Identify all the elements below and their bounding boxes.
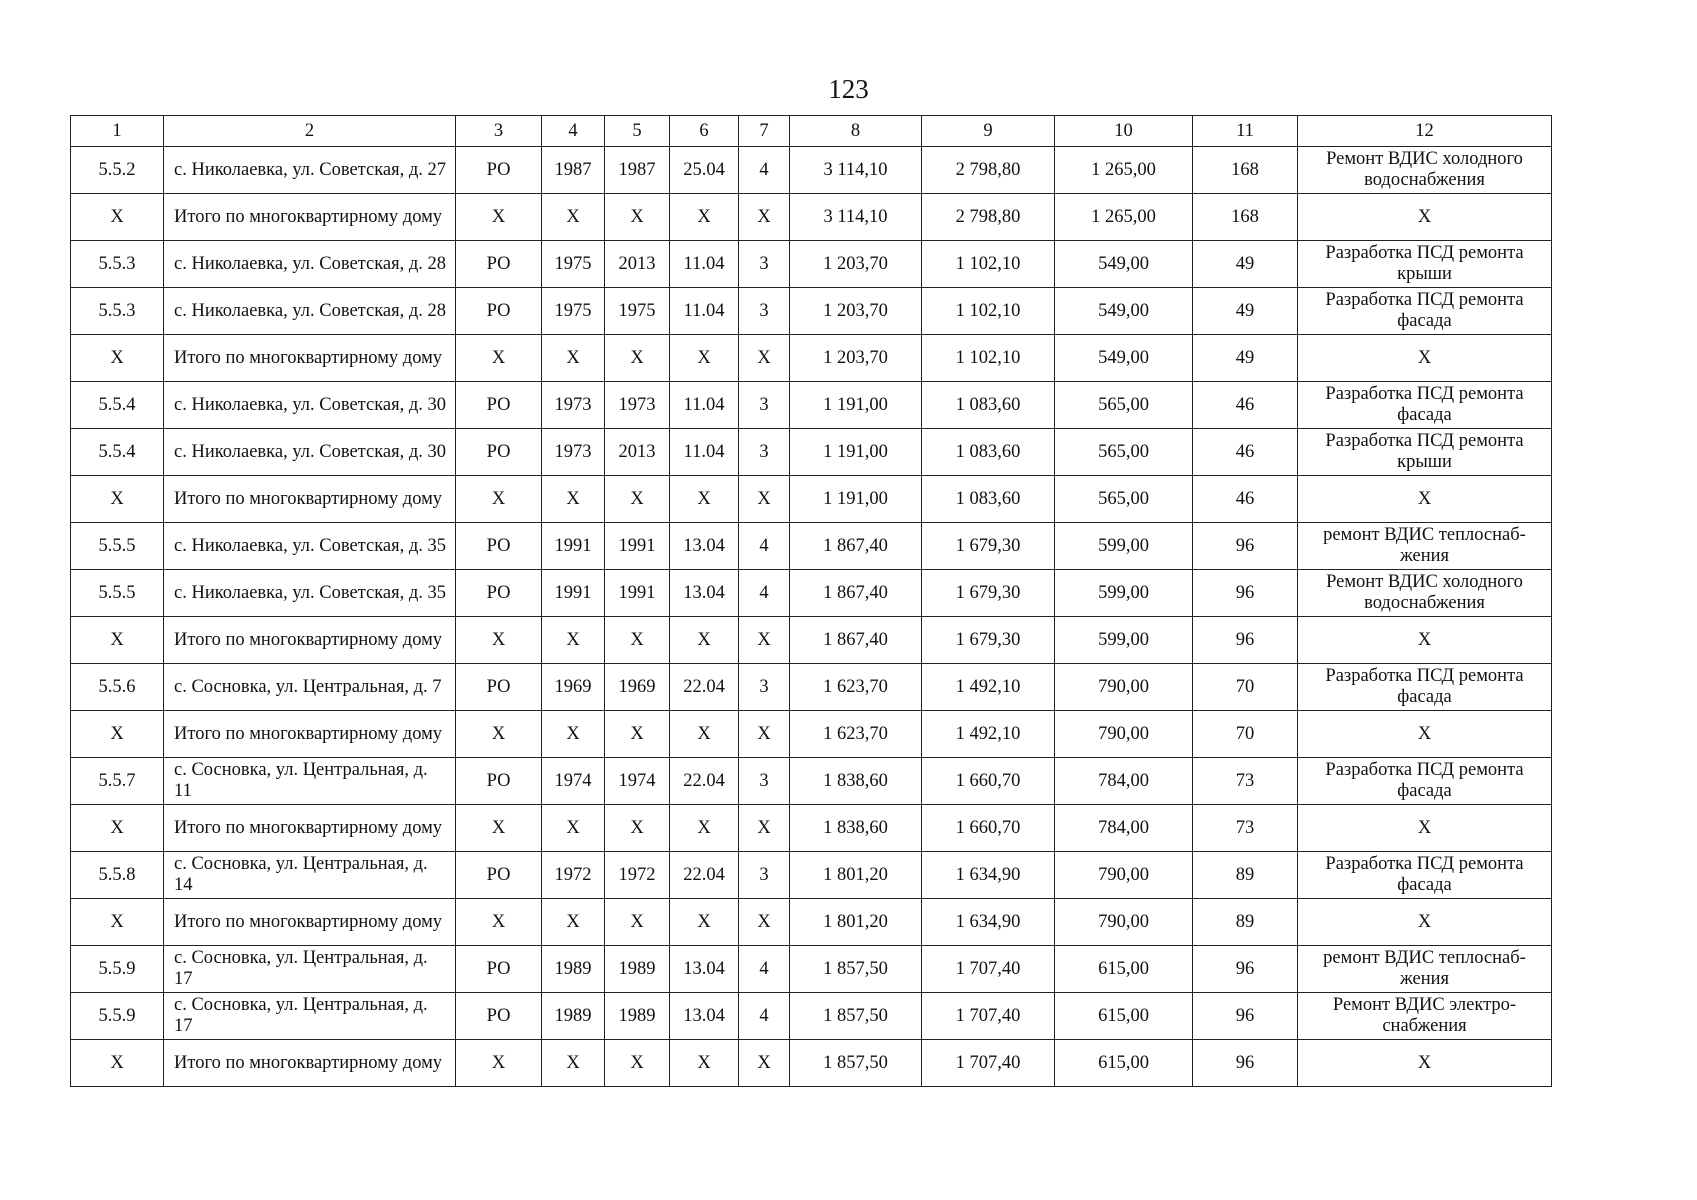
col9-cell: 1 707,40: [922, 946, 1055, 993]
address-cell: с. Николаевка, ул. Советская, д. 30: [164, 429, 456, 476]
work-type-cell: Разработка ПСД ремонта крыши: [1298, 429, 1552, 476]
item-number-cell: Х: [71, 1040, 164, 1087]
item-number-cell: 5.5.3: [71, 241, 164, 288]
col11-cell: 46: [1193, 382, 1298, 429]
col5-cell: Х: [605, 805, 670, 852]
item-number-cell: 5.5.9: [71, 946, 164, 993]
col8-cell: 1 857,50: [790, 1040, 922, 1087]
col4-cell: Х: [542, 617, 605, 664]
work-type-cell: Х: [1298, 335, 1552, 382]
col10-cell: 599,00: [1055, 570, 1193, 617]
col5-cell: Х: [605, 194, 670, 241]
address-cell: с. Николаевка, ул. Советская, д. 28: [164, 288, 456, 335]
address-cell: с. Сосновка, ул. Центральная, д. 11: [164, 758, 456, 805]
col4-cell: 1989: [542, 946, 605, 993]
table-row: [71, 758, 1552, 805]
col11-cell: 70: [1193, 711, 1298, 758]
work-type-cell: Х: [1298, 617, 1552, 664]
work-type-cell: Х: [1298, 194, 1552, 241]
col4-cell: 1974: [542, 758, 605, 805]
col10-cell: 615,00: [1055, 946, 1193, 993]
col6-cell: Х: [670, 617, 739, 664]
col4-cell: Х: [542, 899, 605, 946]
item-number-cell: 5.5.2: [71, 147, 164, 194]
col3-cell: Х: [456, 194, 542, 241]
col3-cell: РО: [456, 664, 542, 711]
col6-cell: 11.04: [670, 288, 739, 335]
table-row: [71, 617, 1552, 664]
col11-cell: 96: [1193, 993, 1298, 1040]
table-row: [71, 852, 1552, 899]
col5-cell: Х: [605, 476, 670, 523]
col6-cell: 25.04: [670, 147, 739, 194]
col3-cell: РО: [456, 147, 542, 194]
column-header-7: 7: [739, 116, 790, 147]
col3-cell: Х: [456, 899, 542, 946]
address-cell: Итого по многоквартирному дому: [164, 1040, 456, 1087]
work-type-cell: Х: [1298, 805, 1552, 852]
col10-cell: 549,00: [1055, 241, 1193, 288]
col7-cell: Х: [739, 335, 790, 382]
col3-cell: РО: [456, 946, 542, 993]
col4-cell: Х: [542, 335, 605, 382]
col7-cell: Х: [739, 805, 790, 852]
column-header-2: 2: [164, 116, 456, 147]
col10-cell: 1 265,00: [1055, 147, 1193, 194]
item-number-cell: Х: [71, 194, 164, 241]
table-row: [71, 664, 1552, 711]
col5-cell: 1987: [605, 147, 670, 194]
item-number-cell: 5.5.4: [71, 429, 164, 476]
col6-cell: 11.04: [670, 241, 739, 288]
col10-cell: 549,00: [1055, 288, 1193, 335]
col3-cell: РО: [456, 993, 542, 1040]
col8-cell: 1 867,40: [790, 570, 922, 617]
item-number-cell: 5.5.4: [71, 382, 164, 429]
address-cell: Итого по многоквартирному дому: [164, 805, 456, 852]
col8-cell: 1 191,00: [790, 429, 922, 476]
col8-cell: 1 623,70: [790, 664, 922, 711]
col7-cell: Х: [739, 1040, 790, 1087]
table-row: [71, 429, 1552, 476]
col8-cell: 1 867,40: [790, 523, 922, 570]
address-cell: Итого по многоквартирному дому: [164, 194, 456, 241]
work-type-cell: ремонт ВДИС теплоснаб-жения: [1298, 523, 1552, 570]
col3-cell: Х: [456, 711, 542, 758]
col6-cell: 22.04: [670, 852, 739, 899]
col3-cell: РО: [456, 758, 542, 805]
col8-cell: 1 838,60: [790, 758, 922, 805]
col11-cell: 46: [1193, 476, 1298, 523]
address-cell: с. Сосновка, ул. Центральная, д. 14: [164, 852, 456, 899]
address-cell: Итого по многоквартирному дому: [164, 476, 456, 523]
col11-cell: 46: [1193, 429, 1298, 476]
col5-cell: Х: [605, 617, 670, 664]
col4-cell: 1975: [542, 241, 605, 288]
col5-cell: 1972: [605, 852, 670, 899]
col10-cell: 615,00: [1055, 1040, 1193, 1087]
column-header-1: 1: [71, 116, 164, 147]
col8-cell: 1 191,00: [790, 382, 922, 429]
col7-cell: 4: [739, 946, 790, 993]
col9-cell: 1 679,30: [922, 617, 1055, 664]
table-body: [71, 147, 1552, 1087]
col5-cell: 1974: [605, 758, 670, 805]
col6-cell: Х: [670, 335, 739, 382]
col5-cell: 1991: [605, 523, 670, 570]
col4-cell: 1991: [542, 523, 605, 570]
col5-cell: Х: [605, 1040, 670, 1087]
work-type-cell: Х: [1298, 1040, 1552, 1087]
col7-cell: 4: [739, 570, 790, 617]
col11-cell: 89: [1193, 899, 1298, 946]
col6-cell: Х: [670, 899, 739, 946]
col10-cell: 565,00: [1055, 429, 1193, 476]
col9-cell: 1 083,60: [922, 429, 1055, 476]
page-number: 123: [828, 74, 869, 104]
column-header-12: 12: [1298, 116, 1552, 147]
col11-cell: 96: [1193, 570, 1298, 617]
table-row: [71, 241, 1552, 288]
col10-cell: 565,00: [1055, 476, 1193, 523]
address-cell: с. Николаевка, ул. Советская, д. 28: [164, 241, 456, 288]
address-cell: с. Сосновка, ул. Центральная, д. 17: [164, 993, 456, 1040]
work-type-cell: Х: [1298, 711, 1552, 758]
col9-cell: 1 707,40: [922, 1040, 1055, 1087]
work-type-cell: Разработка ПСД ремонта фасада: [1298, 664, 1552, 711]
column-header-8: 8: [790, 116, 922, 147]
col8-cell: 1 203,70: [790, 335, 922, 382]
table-row: [71, 147, 1552, 194]
item-number-cell: 5.5.6: [71, 664, 164, 711]
item-number-cell: 5.5.5: [71, 570, 164, 617]
col11-cell: 96: [1193, 523, 1298, 570]
address-cell: Итого по многоквартирному дому: [164, 617, 456, 664]
work-type-cell: Разработка ПСД ремонта крыши: [1298, 241, 1552, 288]
col4-cell: Х: [542, 711, 605, 758]
col9-cell: 1 634,90: [922, 899, 1055, 946]
column-header-11: 11: [1193, 116, 1298, 147]
col3-cell: Х: [456, 1040, 542, 1087]
col11-cell: 49: [1193, 241, 1298, 288]
col6-cell: Х: [670, 1040, 739, 1087]
col7-cell: 4: [739, 523, 790, 570]
col3-cell: РО: [456, 852, 542, 899]
address-cell: Итого по многоквартирному дому: [164, 899, 456, 946]
table-row: [71, 382, 1552, 429]
table-row: [71, 288, 1552, 335]
col9-cell: 1 083,60: [922, 382, 1055, 429]
col3-cell: Х: [456, 805, 542, 852]
col11-cell: 96: [1193, 1040, 1298, 1087]
table-row: [71, 194, 1552, 241]
col9-cell: 2 798,80: [922, 147, 1055, 194]
address-cell: с. Сосновка, ул. Центральная, д. 17: [164, 946, 456, 993]
work-type-cell: Х: [1298, 476, 1552, 523]
col7-cell: 3: [739, 852, 790, 899]
col5-cell: 1991: [605, 570, 670, 617]
col5-cell: 1973: [605, 382, 670, 429]
table-row: [71, 1040, 1552, 1087]
col8-cell: 1 623,70: [790, 711, 922, 758]
item-number-cell: Х: [71, 899, 164, 946]
col10-cell: 784,00: [1055, 758, 1193, 805]
col7-cell: 3: [739, 288, 790, 335]
col11-cell: 49: [1193, 335, 1298, 382]
col3-cell: Х: [456, 617, 542, 664]
col8-cell: 1 203,70: [790, 241, 922, 288]
address-cell: с. Николаевка, ул. Советская, д. 30: [164, 382, 456, 429]
col10-cell: 565,00: [1055, 382, 1193, 429]
work-type-cell: Разработка ПСД ремонта фасада: [1298, 382, 1552, 429]
item-number-cell: 5.5.3: [71, 288, 164, 335]
item-number-cell: 5.5.5: [71, 523, 164, 570]
column-header-5: 5: [605, 116, 670, 147]
col7-cell: 3: [739, 429, 790, 476]
col9-cell: 1 102,10: [922, 288, 1055, 335]
col4-cell: Х: [542, 476, 605, 523]
col11-cell: 96: [1193, 946, 1298, 993]
col5-cell: 1975: [605, 288, 670, 335]
col6-cell: 22.04: [670, 758, 739, 805]
col4-cell: Х: [542, 194, 605, 241]
column-header-4: 4: [542, 116, 605, 147]
col6-cell: 11.04: [670, 382, 739, 429]
col10-cell: 549,00: [1055, 335, 1193, 382]
col8-cell: 1 857,50: [790, 993, 922, 1040]
col10-cell: 790,00: [1055, 852, 1193, 899]
col6-cell: 13.04: [670, 570, 739, 617]
address-cell: с. Николаевка, ул. Советская, д. 35: [164, 523, 456, 570]
col8-cell: 1 867,40: [790, 617, 922, 664]
col10-cell: 784,00: [1055, 805, 1193, 852]
col10-cell: 615,00: [1055, 993, 1193, 1040]
col7-cell: Х: [739, 617, 790, 664]
col3-cell: РО: [456, 429, 542, 476]
item-number-cell: 5.5.9: [71, 993, 164, 1040]
col8-cell: 3 114,10: [790, 194, 922, 241]
col7-cell: Х: [739, 194, 790, 241]
col3-cell: Х: [456, 476, 542, 523]
item-number-cell: 5.5.8: [71, 852, 164, 899]
col7-cell: 4: [739, 147, 790, 194]
work-type-cell: Ремонт ВДИС холодного водоснабжения: [1298, 147, 1552, 194]
col10-cell: 1 265,00: [1055, 194, 1193, 241]
table-row: [71, 570, 1552, 617]
col6-cell: 13.04: [670, 523, 739, 570]
col3-cell: РО: [456, 241, 542, 288]
col6-cell: 13.04: [670, 946, 739, 993]
work-type-cell: Разработка ПСД ремонта фасада: [1298, 852, 1552, 899]
col9-cell: 1 634,90: [922, 852, 1055, 899]
col7-cell: 3: [739, 664, 790, 711]
col9-cell: 1 660,70: [922, 805, 1055, 852]
table-row: [71, 805, 1552, 852]
col10-cell: 599,00: [1055, 523, 1193, 570]
col11-cell: 168: [1193, 194, 1298, 241]
col10-cell: 790,00: [1055, 711, 1193, 758]
col11-cell: 73: [1193, 758, 1298, 805]
col9-cell: 1 679,30: [922, 570, 1055, 617]
col5-cell: Х: [605, 711, 670, 758]
col9-cell: 1 679,30: [922, 523, 1055, 570]
col4-cell: 1973: [542, 382, 605, 429]
column-header-3: 3: [456, 116, 542, 147]
col5-cell: 1969: [605, 664, 670, 711]
col8-cell: 1 801,20: [790, 852, 922, 899]
col8-cell: 1 857,50: [790, 946, 922, 993]
table-row: [71, 711, 1552, 758]
item-number-cell: Х: [71, 476, 164, 523]
col3-cell: Х: [456, 335, 542, 382]
address-cell: Итого по многоквартирному дому: [164, 711, 456, 758]
col9-cell: 2 798,80: [922, 194, 1055, 241]
item-number-cell: Х: [71, 711, 164, 758]
col9-cell: 1 660,70: [922, 758, 1055, 805]
col4-cell: 1989: [542, 993, 605, 1040]
col5-cell: 2013: [605, 429, 670, 476]
col7-cell: Х: [739, 711, 790, 758]
col6-cell: Х: [670, 805, 739, 852]
column-header-6: 6: [670, 116, 739, 147]
col11-cell: 49: [1193, 288, 1298, 335]
col9-cell: 1 102,10: [922, 241, 1055, 288]
col9-cell: 1 102,10: [922, 335, 1055, 382]
address-cell: Итого по многоквартирному дому: [164, 335, 456, 382]
col8-cell: 1 203,70: [790, 288, 922, 335]
col4-cell: 1973: [542, 429, 605, 476]
address-cell: с. Николаевка, ул. Советская, д. 35: [164, 570, 456, 617]
col9-cell: 1 083,60: [922, 476, 1055, 523]
table-row: [71, 946, 1552, 993]
col10-cell: 599,00: [1055, 617, 1193, 664]
col9-cell: 1 707,40: [922, 993, 1055, 1040]
col3-cell: РО: [456, 570, 542, 617]
col4-cell: 1972: [542, 852, 605, 899]
col6-cell: Х: [670, 194, 739, 241]
col6-cell: Х: [670, 711, 739, 758]
table-row: [71, 993, 1552, 1040]
col5-cell: Х: [605, 899, 670, 946]
col11-cell: 168: [1193, 147, 1298, 194]
col4-cell: 1991: [542, 570, 605, 617]
work-type-cell: Х: [1298, 899, 1552, 946]
item-number-cell: Х: [71, 617, 164, 664]
col8-cell: 1 801,20: [790, 899, 922, 946]
col4-cell: 1969: [542, 664, 605, 711]
work-type-cell: Ремонт ВДИС электро-снабжения: [1298, 993, 1552, 1040]
housing-repair-table: [70, 115, 1552, 1087]
col7-cell: 3: [739, 758, 790, 805]
col5-cell: 1989: [605, 946, 670, 993]
table-row: [71, 335, 1552, 382]
item-number-cell: 5.5.7: [71, 758, 164, 805]
work-type-cell: ремонт ВДИС теплоснаб-жения: [1298, 946, 1552, 993]
col9-cell: 1 492,10: [922, 711, 1055, 758]
col11-cell: 96: [1193, 617, 1298, 664]
col4-cell: Х: [542, 1040, 605, 1087]
col10-cell: 790,00: [1055, 664, 1193, 711]
work-type-cell: Ремонт ВДИС холодного водоснабжения: [1298, 570, 1552, 617]
col8-cell: 1 191,00: [790, 476, 922, 523]
column-header-9: 9: [922, 116, 1055, 147]
col3-cell: РО: [456, 382, 542, 429]
col7-cell: 3: [739, 382, 790, 429]
address-cell: с. Сосновка, ул. Центральная, д. 7: [164, 664, 456, 711]
work-type-cell: Разработка ПСД ремонта фасада: [1298, 288, 1552, 335]
col5-cell: 1989: [605, 993, 670, 1040]
col7-cell: 3: [739, 241, 790, 288]
col11-cell: 70: [1193, 664, 1298, 711]
table-header: [71, 116, 1552, 147]
table-row: [71, 476, 1552, 523]
col8-cell: 1 838,60: [790, 805, 922, 852]
col6-cell: 22.04: [670, 664, 739, 711]
table-row: [71, 523, 1552, 570]
item-number-cell: Х: [71, 805, 164, 852]
header-row: [71, 116, 1552, 147]
col11-cell: 73: [1193, 805, 1298, 852]
col6-cell: 13.04: [670, 993, 739, 1040]
col6-cell: Х: [670, 476, 739, 523]
item-number-cell: Х: [71, 335, 164, 382]
col7-cell: 4: [739, 993, 790, 1040]
col10-cell: 790,00: [1055, 899, 1193, 946]
col4-cell: 1975: [542, 288, 605, 335]
col7-cell: Х: [739, 476, 790, 523]
address-cell: с. Николаевка, ул. Советская, д. 27: [164, 147, 456, 194]
col5-cell: Х: [605, 335, 670, 382]
col3-cell: РО: [456, 523, 542, 570]
col9-cell: 1 492,10: [922, 664, 1055, 711]
column-header-10: 10: [1055, 116, 1193, 147]
col5-cell: 2013: [605, 241, 670, 288]
col7-cell: Х: [739, 899, 790, 946]
col4-cell: 1987: [542, 147, 605, 194]
col6-cell: 11.04: [670, 429, 739, 476]
col3-cell: РО: [456, 288, 542, 335]
table-row: [71, 899, 1552, 946]
work-type-cell: Разработка ПСД ремонта фасада: [1298, 758, 1552, 805]
col4-cell: Х: [542, 805, 605, 852]
col11-cell: 89: [1193, 852, 1298, 899]
col8-cell: 3 114,10: [790, 147, 922, 194]
